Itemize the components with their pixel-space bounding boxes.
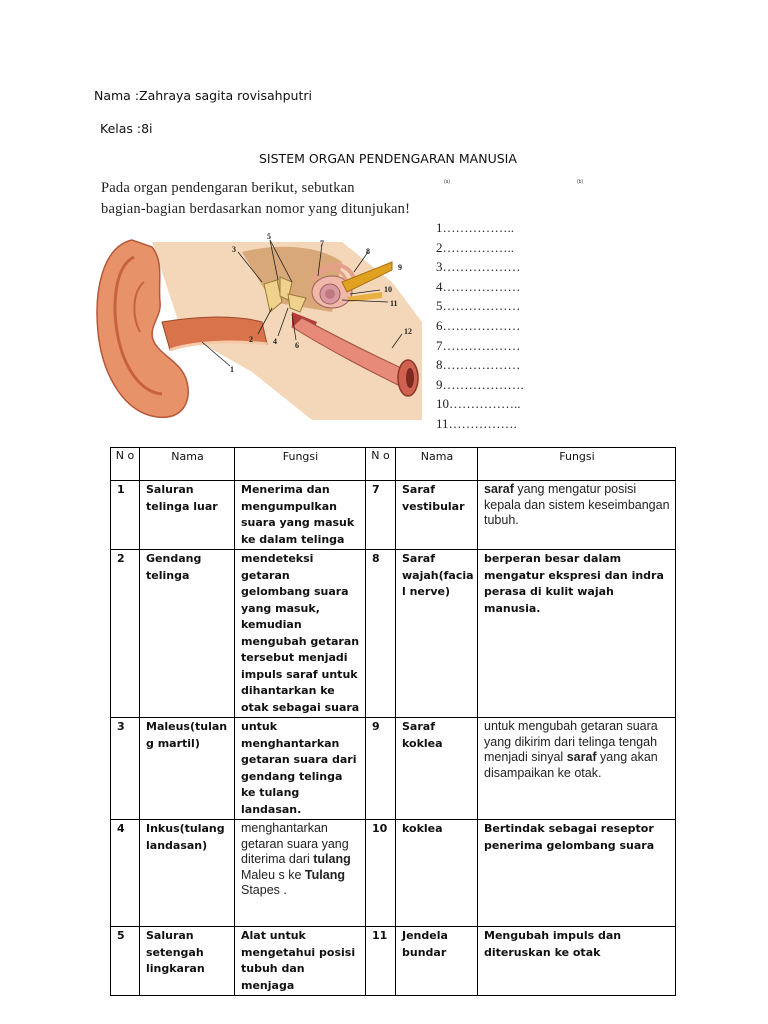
figure-label: 5 — [267, 232, 271, 241]
row-number: 2 — [111, 550, 140, 718]
row-number: 5 — [111, 927, 140, 996]
answer-line: 5……………… — [436, 298, 521, 314]
figure-label: 1 — [230, 365, 234, 374]
answer-line: 8……………… — [436, 357, 521, 373]
table-row — [111, 718, 676, 820]
organ-name: Gendang telinga — [140, 550, 235, 718]
student-name: Nama :Zahraya sagita rovisahputri — [94, 88, 312, 103]
organ-name: Saluran setengah lingkaran — [140, 927, 235, 996]
function-text: menghantarkan getaran suara yang diterima dari — [241, 821, 349, 866]
header-fungsi: Fungsi — [478, 448, 676, 481]
organ-function — [478, 718, 676, 820]
figure-label: 12 — [404, 327, 412, 336]
header-nama: Nama — [396, 448, 478, 481]
row-number: 3 — [111, 718, 140, 820]
organ-function — [235, 820, 366, 927]
answer-line: 6……………… — [436, 317, 521, 333]
figure-label: 10 — [384, 285, 392, 294]
question-line-2: bagian-bagian berdasarkan nomor yang ditunjukan! — [101, 201, 411, 217]
answer-line: 3……………… — [436, 259, 521, 275]
page-title: SISTEM ORGAN PENDENGARAN MANUSIA — [259, 151, 517, 166]
table-header-row — [111, 448, 676, 481]
row-number: 7 — [366, 481, 396, 550]
answer-line: 7……………… — [436, 337, 521, 353]
table-row — [111, 820, 676, 927]
figure-label: 4 — [273, 337, 277, 346]
row-number: 11 — [366, 927, 396, 996]
corner-mark-a: (a) — [444, 179, 451, 185]
organ-function: Mengubah impuls dan diteruskan ke otak — [478, 927, 676, 996]
row-number: 10 — [366, 820, 396, 927]
organ-name: Saraf wajah(facia l nerve) — [396, 550, 478, 718]
student-class: Kelas :8i — [100, 121, 153, 136]
organ-function — [478, 481, 676, 550]
organ-name: Saraf vestibular — [396, 481, 478, 550]
table-row — [111, 927, 676, 996]
answer-line: 10…………….. — [436, 396, 521, 412]
organ-function: berperan besar dalam mengatur ekspresi dan indra perasa di kulit wajah manusia. — [478, 550, 676, 718]
row-number: 4 — [111, 820, 140, 927]
organ-name: koklea — [396, 820, 478, 927]
organ-name: Jendela bundar — [396, 927, 478, 996]
bold-term: tulang — [313, 852, 351, 866]
bold-term: saraf — [484, 482, 514, 496]
row-number: 9 — [366, 718, 396, 820]
header-fungsi: Fungsi — [235, 448, 366, 481]
bold-term: Tulang — [304, 867, 345, 882]
row-number: 8 — [366, 550, 396, 718]
organ-name: Maleus(tulan g martil) — [140, 718, 235, 820]
function-text: Stapes . — [241, 883, 287, 897]
function-text: yang mengatur posisi kepala dan sistem keseimbangan tubuh. — [484, 482, 670, 527]
figure-label: 2 — [249, 335, 253, 344]
table-row — [111, 550, 676, 718]
answer-line: 4……………… — [436, 278, 521, 294]
ear-anatomy-figure — [92, 222, 424, 420]
header-no: N o — [366, 448, 396, 481]
organ-function: untuk menghantarkan getaran suara dari gendang telinga ke tulang landasan. — [235, 718, 366, 820]
organ-function: mendeteksi getaran gelombang suara yang masuk, kemudian mengubah getaran tersebut menjadi impuls saraf untuk dihantarkan ke otak sebagai suara — [235, 550, 366, 718]
row-number: 1 — [111, 481, 140, 550]
organ-name: Inkus(tulang landasan) — [140, 820, 235, 927]
header-nama: Nama — [140, 448, 235, 481]
organ-function: Alat untuk mengetahui posisi tubuh dan menjaga — [235, 927, 366, 996]
organ-function-table — [110, 447, 676, 996]
answer-line: 1…………….. — [436, 220, 514, 235]
question-line-1: Pada organ pendengaran berikut, sebutkan — [101, 180, 355, 196]
answer-line: 11……………. — [436, 415, 517, 431]
figure-label: 11 — [390, 299, 398, 308]
figure-label: 9 — [398, 263, 402, 272]
figure-label: 6 — [295, 341, 299, 350]
organ-name: Saluran telinga luar — [140, 481, 235, 550]
figure-label: 8 — [366, 247, 370, 256]
answer-line: 2…………….. — [436, 239, 514, 255]
table-row — [111, 481, 676, 550]
answer-list — [436, 220, 576, 436]
organ-function: Menerima dan mengumpulkan suara yang masuk ke dalam telinga — [235, 481, 366, 550]
figure-label: 7 — [320, 239, 324, 248]
function-text: yang akan disampaikan ke otak. — [484, 750, 658, 780]
organ-name: Saraf koklea — [396, 718, 478, 820]
bold-term: saraf — [566, 750, 597, 764]
organ-function: Bertindak sebagai reseptor penerima gelombang suara — [478, 820, 676, 927]
function-text: Maleu s ke — [241, 867, 305, 882]
answer-line: 9………………. — [436, 376, 524, 392]
function-text: untuk mengubah getaran suara yang dikirim dari telinga tengah menjadi sinyal — [484, 719, 658, 764]
figure-label: 3 — [232, 245, 236, 254]
corner-mark-b: (b) — [577, 179, 584, 185]
header-no: N o — [111, 448, 140, 481]
